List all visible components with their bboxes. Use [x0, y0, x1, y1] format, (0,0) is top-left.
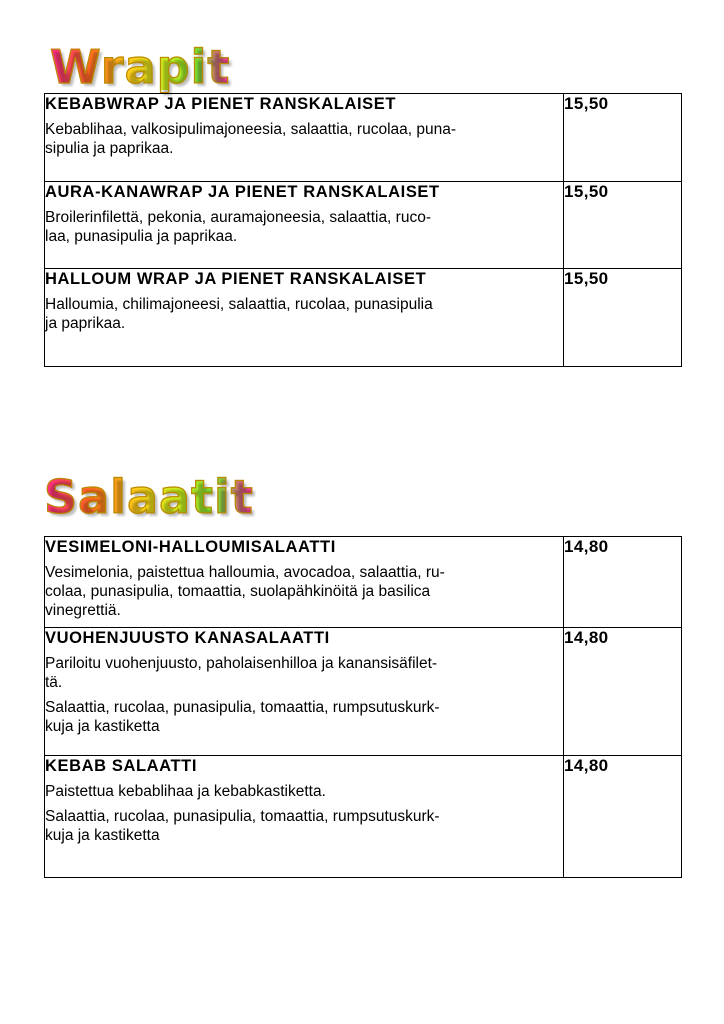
description-line: ja paprikaa.	[45, 315, 126, 332]
description-line: Pariloitu vuohenjuusto, paholaisenhilloa ja kanansisäfilet-	[45, 655, 438, 672]
item-name: VUOHENJUUSTO KANASALAATTI	[45, 629, 330, 647]
section-title-wraps: Wrapit	[50, 40, 231, 94]
item-price-cell	[564, 628, 682, 756]
description-line: sipulia ja paprikaa.	[45, 140, 174, 157]
menu-item-kebabwrap	[45, 94, 682, 182]
item-price: 14,80	[564, 537, 609, 556]
description-line: tä.	[45, 674, 63, 691]
item-description-cell	[45, 94, 564, 182]
description-line: Halloumia, chilimajoneesi, salaattia, rucolaa, punasipulia	[45, 296, 433, 313]
item-description-cell	[45, 756, 564, 878]
item-description-cell	[45, 182, 564, 269]
item-price: 15,50	[564, 269, 609, 288]
item-price-cell	[564, 269, 682, 367]
description-line: vinegrettiä.	[45, 602, 121, 619]
item-name: KEBABWRAP JA PIENET RANSKALAISET	[45, 95, 397, 113]
description-line: colaa, punasipulia, tomaattia, suolapähkinöitä ja basilica	[45, 583, 431, 600]
item-price: 14,80	[564, 628, 609, 647]
item-price: 15,50	[564, 182, 609, 201]
menu-item-vesimeloni-halloumisalaatti	[45, 537, 682, 628]
item-name: HALLOUM WRAP JA PIENET RANSKALAISET	[45, 270, 427, 288]
wraps-table	[44, 93, 682, 367]
menu-item-halloum-wrap	[45, 269, 682, 367]
item-price-cell	[564, 537, 682, 628]
item-description-cell	[45, 269, 564, 367]
item-name: KEBAB SALAATTI	[45, 757, 198, 775]
item-name: VESIMELONI-HALLOUMISALAATTI	[45, 538, 336, 556]
item-description-extra	[45, 807, 563, 845]
item-description	[45, 654, 563, 692]
description-line: Vesimelonia, paistettua halloumia, avocadoa, salaattia, ru-	[45, 564, 445, 581]
item-description	[45, 120, 563, 158]
salads-table	[44, 536, 682, 878]
menu-item-aura-kanawrap	[45, 182, 682, 269]
item-price: 14,80	[564, 756, 609, 775]
description-line: Salaattia, rucolaa, punasipulia, tomaattia, rumpsutuskurk-	[45, 808, 440, 825]
description-line: kuja ja kastiketta	[45, 718, 160, 735]
item-description-extra	[45, 698, 563, 736]
description-line: Salaattia, rucolaa, punasipulia, tomaattia, rumpsutuskurk-	[45, 699, 440, 716]
item-name: AURA-KANAWRAP JA PIENET RANSKALAISET	[45, 183, 440, 201]
item-description	[45, 295, 563, 333]
section-title-salads: Salaatit	[44, 470, 254, 524]
item-description-cell	[45, 628, 564, 756]
item-price-cell	[564, 182, 682, 269]
description-line: laa, punasipulia ja paprikaa.	[45, 228, 238, 245]
item-description-cell	[45, 537, 564, 628]
item-description	[45, 782, 563, 801]
item-price-cell	[564, 756, 682, 878]
description-line: kuja ja kastiketta	[45, 827, 160, 844]
description-line: Kebablihaa, valkosipulimajoneesia, salaattia, rucolaa, puna-	[45, 121, 457, 138]
item-description	[45, 208, 563, 246]
item-description	[45, 563, 563, 620]
item-price-cell	[564, 94, 682, 182]
description-line: Broilerinfilettä, pekonia, auramajoneesia, salaattia, ruco-	[45, 209, 431, 226]
item-price: 15,50	[564, 94, 609, 113]
description-line: Paistettua kebablihaa ja kebabkastiketta.	[45, 783, 326, 800]
menu-item-vuohenjuusto-kanasalaatti	[45, 628, 682, 756]
menu-item-kebab-salaatti	[45, 756, 682, 878]
